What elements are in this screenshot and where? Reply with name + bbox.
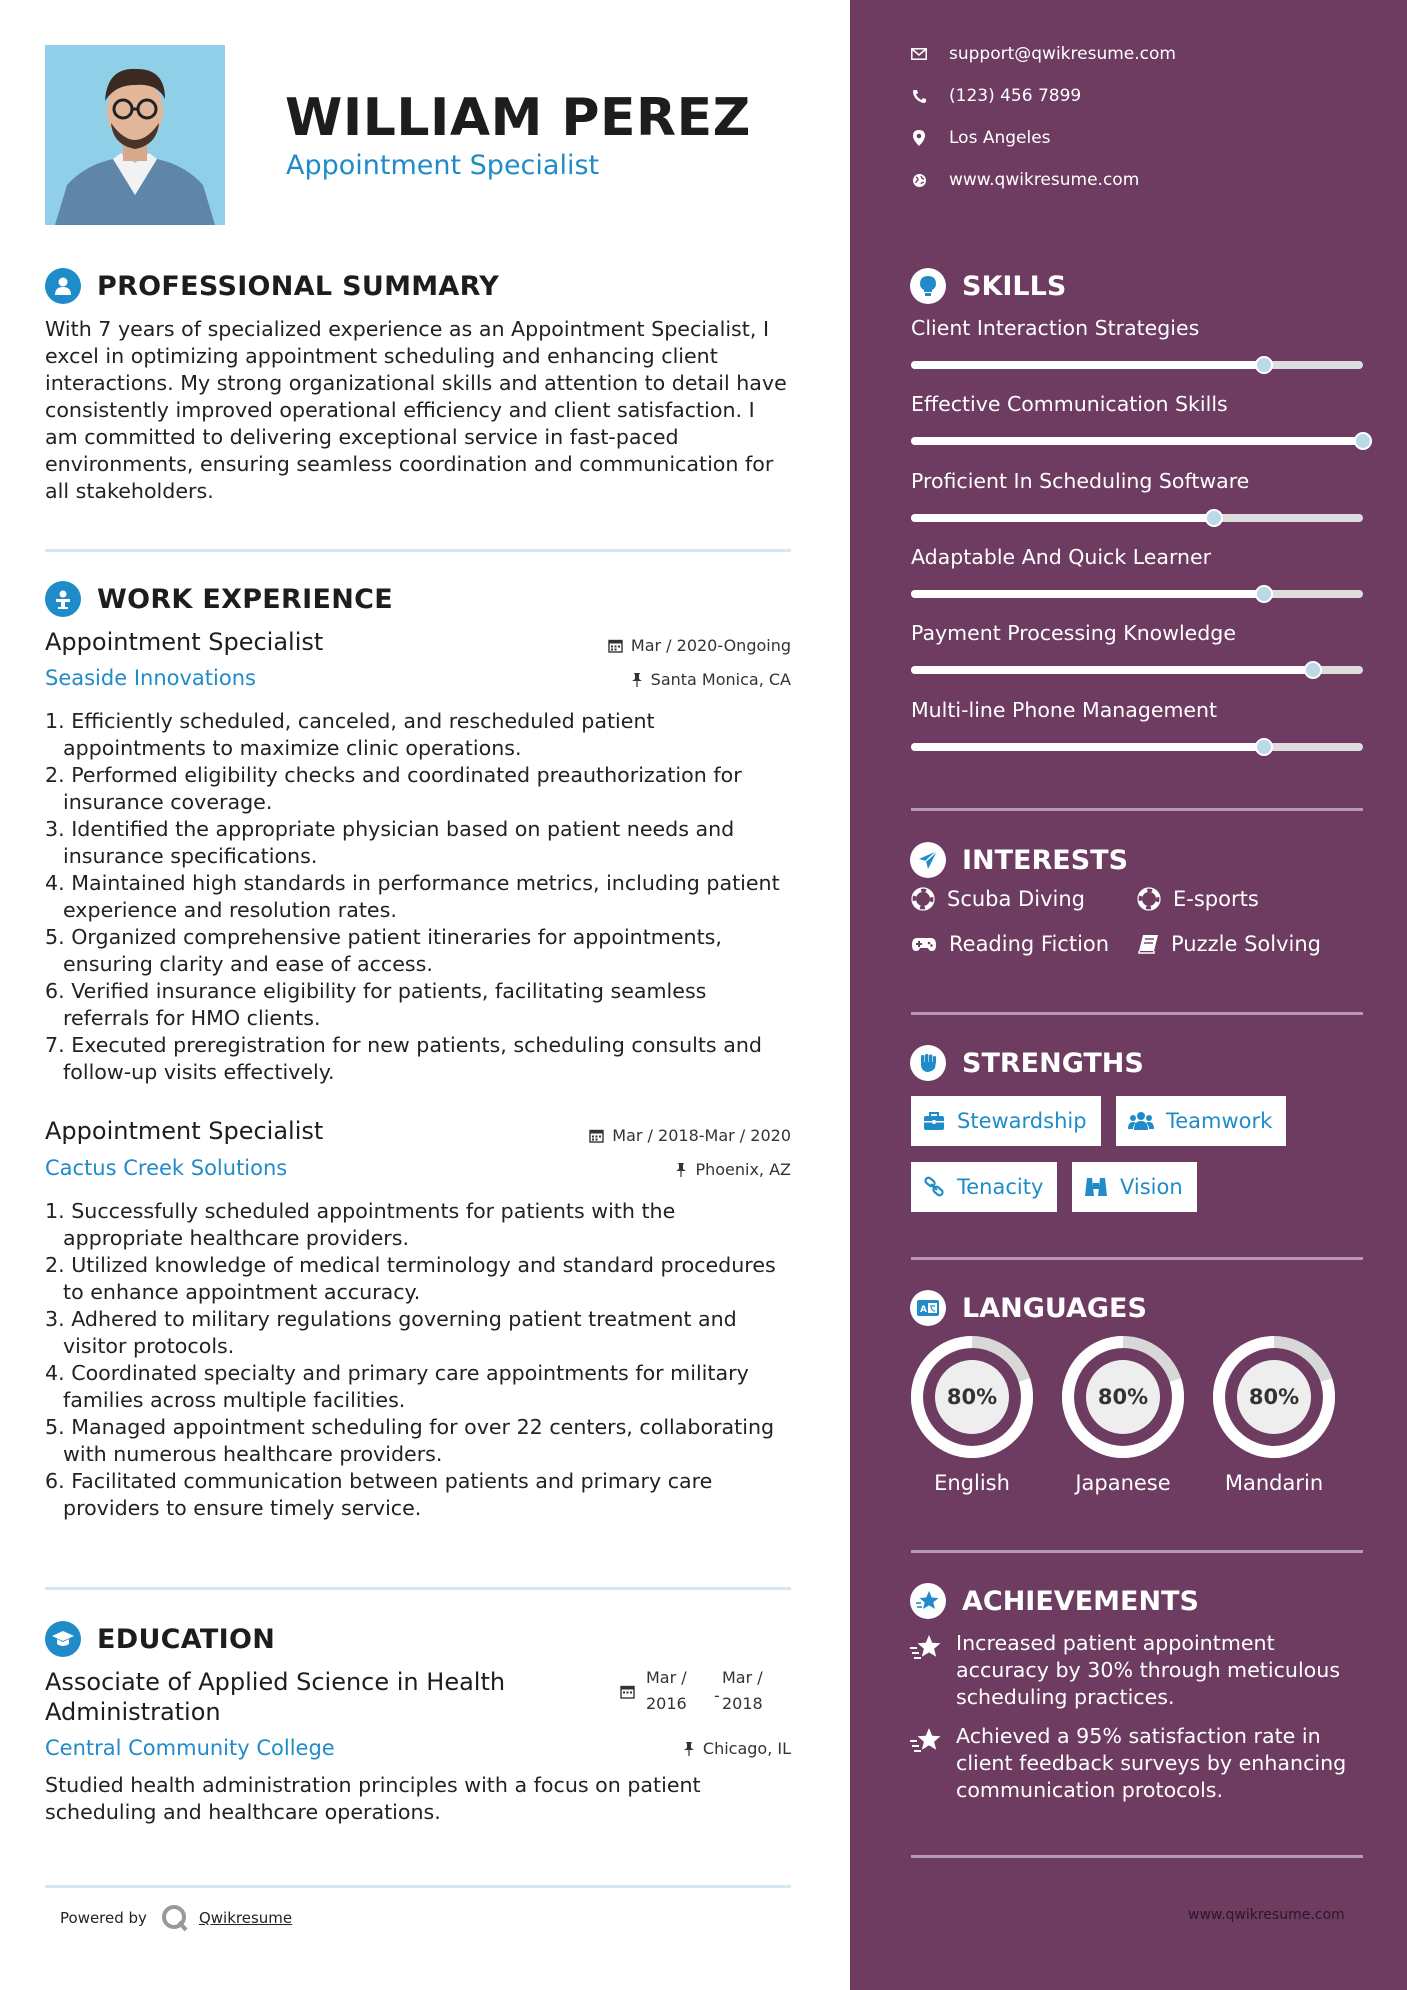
section-divider (911, 1012, 1363, 1015)
section-interests-title: INTERESTS (962, 844, 1129, 876)
skill-bar-fill (911, 437, 1363, 445)
skill-bar-fill (911, 666, 1313, 674)
contact-website (911, 170, 1139, 190)
language-name: Mandarin (1224, 1471, 1324, 1495)
edu-date-from-year: 2016 (646, 1694, 687, 1713)
summary-text (45, 316, 795, 505)
skill-bar-knob (1255, 356, 1273, 374)
degree-line: Administration (45, 1698, 221, 1726)
strength-label: Tenacity (957, 1175, 1044, 1199)
skill-bar (911, 361, 1363, 369)
calendar-icon (620, 1684, 635, 1699)
section-experience-title: WORK EXPERIENCE (97, 583, 393, 615)
skill-name: Proficient In Scheduling Software (911, 469, 1250, 493)
list-item: 5. Managed appointment scheduling for over 22 centers, collaborating with numerous healthcare providers. (45, 1415, 775, 1466)
summary-line: interactions. My strong organizational skills and attention to detail have (45, 371, 787, 395)
section-languages-header (910, 1288, 1147, 1328)
strength-label: Teamwork (1166, 1109, 1273, 1133)
degree-title (45, 1667, 505, 1727)
skill-name: Adaptable And Quick Learner (911, 545, 1212, 569)
summary-line: excel in optimizing appointment scheduling and enhancing client (45, 344, 718, 368)
list-item: 1. Efficiently scheduled, canceled, and rescheduled patient appointments to maximize clinic operations. (45, 709, 655, 760)
section-divider (45, 549, 791, 552)
list-item: 1. Successfully scheduled appointments for patients with the appropriate healthcare providers. (45, 1199, 676, 1250)
contact-email (911, 44, 1176, 64)
interest-item (911, 887, 1085, 911)
list-item: 4. Coordinated specialty and primary care appointments for military families across multiple facilities. (45, 1361, 749, 1412)
skill-bar (911, 590, 1363, 598)
achievement-item (910, 1723, 1370, 1804)
pin-icon (675, 1162, 687, 1177)
interest-label: Reading Fiction (949, 932, 1110, 956)
list-item: 7. Executed preregistration for new patients, scheduling consults and follow-up visits effectively. (45, 1033, 762, 1084)
job-title: Appointment Specialist (45, 1117, 324, 1145)
fist-icon (910, 1045, 946, 1081)
interest-item (1137, 887, 1259, 911)
interest-item (911, 932, 1109, 956)
envelope-icon (911, 46, 927, 62)
skill-name: Effective Communication Skills (911, 392, 1228, 416)
list-item: 5. Organized comprehensive patient itineraries for appointments, ensuring clarity and ease of access. (45, 925, 722, 976)
contact-website-text: www.qwikresume.com (949, 170, 1140, 190)
strength-label: Stewardship (957, 1109, 1087, 1133)
link-icon (923, 1176, 945, 1198)
strength-tag (1072, 1162, 1197, 1212)
edu-date-separator: - (714, 1686, 720, 1705)
candidate-name: WILLIAM PEREZ (285, 88, 751, 148)
contact-email-text: support@qwikresume.com (949, 44, 1176, 64)
skill-name: Client Interaction Strategies (911, 316, 1200, 340)
job-location (675, 1160, 791, 1179)
achievement-text: Increased patient appointment accuracy by 30% through meticulous scheduling practices. (956, 1631, 1341, 1709)
interest-item (1137, 932, 1321, 956)
job-company: Seaside Innovations (45, 666, 256, 690)
skill-name: Payment Processing Knowledge (911, 621, 1236, 645)
section-divider (45, 1885, 791, 1888)
summary-line: consistently improved operational efficiency and client satisfaction. I (45, 398, 755, 422)
skill-bar-knob (1255, 585, 1273, 603)
contact-location (911, 128, 1051, 148)
profile-photo (45, 45, 225, 225)
skill-bar-knob (1255, 738, 1273, 756)
users-icon (1128, 1111, 1154, 1131)
section-languages-title: LANGUAGES (962, 1292, 1147, 1324)
language-percent: 80% (1097, 1385, 1149, 1409)
skill-bar-fill (911, 743, 1264, 751)
education-line: scheduling and healthcare operations. (45, 1800, 441, 1824)
section-divider (911, 808, 1363, 811)
contact-phone-text: (123) 456 7899 (949, 86, 1082, 106)
footer-website[interactable]: www.qwikresume.com (1188, 1907, 1345, 1923)
section-strengths-header (910, 1043, 1144, 1083)
section-interests-header (910, 840, 1128, 880)
summary-line: all stakeholders. (45, 479, 214, 503)
education-date (620, 1666, 792, 1716)
skill-name: Multi-line Phone Management (911, 698, 1218, 722)
contact-phone (911, 86, 1081, 106)
star-icon (910, 1630, 944, 1711)
sidebar (850, 0, 1407, 1990)
job-location (631, 670, 791, 689)
list-item: 4. Maintained high standards in performance metrics, including patient experience and resolution rates. (45, 871, 780, 922)
strength-tag (911, 1162, 1057, 1212)
powered-by-label: Powered by (60, 1909, 147, 1927)
section-experience-header (45, 579, 393, 619)
skill-bar-fill (911, 514, 1214, 522)
language-percent: 80% (1248, 1385, 1300, 1409)
book-icon (1137, 933, 1159, 955)
lifebuoy-icon (1137, 887, 1161, 911)
calendar-icon (608, 638, 623, 653)
education-line: Studied health administration principles with a focus on patient (45, 1773, 701, 1797)
candidate-role: Appointment Specialist (286, 150, 600, 181)
skill-bar-fill (911, 590, 1264, 598)
translate-icon (910, 1290, 946, 1326)
job-date (589, 1126, 791, 1145)
interest-label: Scuba Diving (947, 887, 1085, 911)
language-ring (1212, 1335, 1336, 1459)
star-badge-icon (910, 1583, 946, 1619)
edu-date-to-year: 2018 (722, 1694, 763, 1713)
interest-label: Puzzle Solving (1171, 932, 1321, 956)
skill-bar (911, 514, 1363, 522)
education-description (45, 1772, 795, 1826)
user-icon (45, 268, 81, 304)
list-item: 2. Performed eligibility checks and coordinated preauthorization for insurance coverage. (45, 763, 742, 814)
language-ring (1061, 1335, 1185, 1459)
job-duties-list (45, 708, 795, 1086)
section-skills-title: SKILLS (962, 270, 1067, 302)
interest-label: E-sports (1173, 887, 1259, 911)
job-title: Appointment Specialist (45, 628, 324, 656)
language-percent: 80% (946, 1385, 998, 1409)
language-item (1061, 1335, 1185, 1495)
school-name: Central Community College (45, 1736, 335, 1760)
list-item: 6. Verified insurance eligibility for patients, facilitating seamless referrals for HMO clients. (45, 979, 707, 1030)
lifebuoy-icon (911, 887, 935, 911)
list-item: 2. Utilized knowledge of medical terminology and standard procedures to enhance appointment accuracy. (45, 1253, 776, 1304)
section-skills-header (910, 266, 1066, 306)
lightbulb-icon (910, 268, 946, 304)
paper-plane-icon (910, 842, 946, 878)
language-item (910, 1335, 1034, 1495)
skill-bar (911, 666, 1363, 674)
section-divider (911, 1257, 1363, 1260)
calendar-icon (589, 1128, 604, 1143)
strength-tag (911, 1096, 1101, 1146)
summary-line: With 7 years of specialized experience as an Appointment Specialist, I (45, 317, 770, 341)
job-date (608, 636, 791, 655)
job-date-text: Mar / 2018-Mar / 2020 (612, 1126, 791, 1145)
language-name: English (934, 1471, 1010, 1495)
powered-by (60, 1904, 292, 1932)
job-location-text: Santa Monica, CA (650, 670, 791, 689)
summary-line: environments, ensuring seamless coordination and communication for (45, 452, 774, 476)
map-marker-icon (911, 130, 927, 146)
language-item (1212, 1335, 1336, 1495)
pin-icon (631, 672, 643, 687)
svg-text:A: A (920, 1305, 927, 1315)
contact-location-text: Los Angeles (949, 128, 1051, 148)
section-achievements-header (910, 1581, 1199, 1621)
section-achievements-title: ACHIEVEMENTS (962, 1585, 1199, 1617)
qwikresume-link[interactable]: Qwikresume (198, 1909, 293, 1927)
skill-bar-knob (1205, 509, 1223, 527)
skill-bar-knob (1354, 432, 1372, 450)
pin-icon (683, 1741, 695, 1756)
edu-date-from-month: Mar / (646, 1668, 687, 1687)
edu-date-to-month: Mar / (722, 1668, 763, 1687)
gamepad-icon (911, 934, 937, 954)
skill-bar-knob (1304, 661, 1322, 679)
list-item: 3. Identified the appropriate physician based on patient needs and insurance specifications. (45, 817, 735, 868)
achievement-item (910, 1630, 1370, 1711)
skill-bar (911, 743, 1363, 751)
summary-line: am committed to delivering exceptional service in fast-paced (45, 425, 679, 449)
qwikresume-logo-icon (161, 1904, 189, 1932)
list-item: 6. Facilitated communication between patients and primary care providers to ensure timely service. (45, 1469, 713, 1520)
degree-line: Associate of Applied Science in Health (45, 1668, 506, 1696)
skill-bar-fill (911, 361, 1264, 369)
section-summary-title: PROFESSIONAL SUMMARY (97, 270, 500, 302)
job-duties-list (45, 1198, 795, 1522)
phone-icon (911, 88, 927, 104)
section-summary-header (45, 266, 499, 306)
strength-label: Vision (1120, 1175, 1183, 1199)
section-education-header (45, 1619, 275, 1659)
binoculars-icon (1084, 1176, 1108, 1198)
presenter-icon (45, 581, 81, 617)
job-company: Cactus Creek Solutions (45, 1156, 288, 1180)
education-location (683, 1739, 791, 1758)
language-name: Japanese (1075, 1471, 1171, 1495)
briefcase-icon (923, 1111, 945, 1131)
education-location-text: Chicago, IL (702, 1739, 791, 1758)
strength-tag (1116, 1096, 1286, 1146)
section-divider (45, 1587, 791, 1590)
achievement-text: Achieved a 95% satisfaction rate in client feedback surveys by enhancing communication protocols. (956, 1724, 1347, 1802)
section-strengths-title: STRENGTHS (962, 1047, 1144, 1079)
language-ring (910, 1335, 1034, 1459)
section-divider (911, 1550, 1363, 1553)
section-education-title: EDUCATION (97, 1623, 276, 1655)
skill-bar (911, 437, 1363, 445)
globe-icon (911, 172, 927, 188)
star-icon (910, 1723, 944, 1804)
job-location-text: Phoenix, AZ (695, 1160, 791, 1179)
graduation-cap-icon (45, 1621, 81, 1657)
list-item: 3. Adhered to military regulations governing patient treatment and visitor protocols. (45, 1307, 737, 1358)
section-divider (911, 1855, 1363, 1858)
job-date-text: Mar / 2020-Ongoing (630, 636, 791, 655)
